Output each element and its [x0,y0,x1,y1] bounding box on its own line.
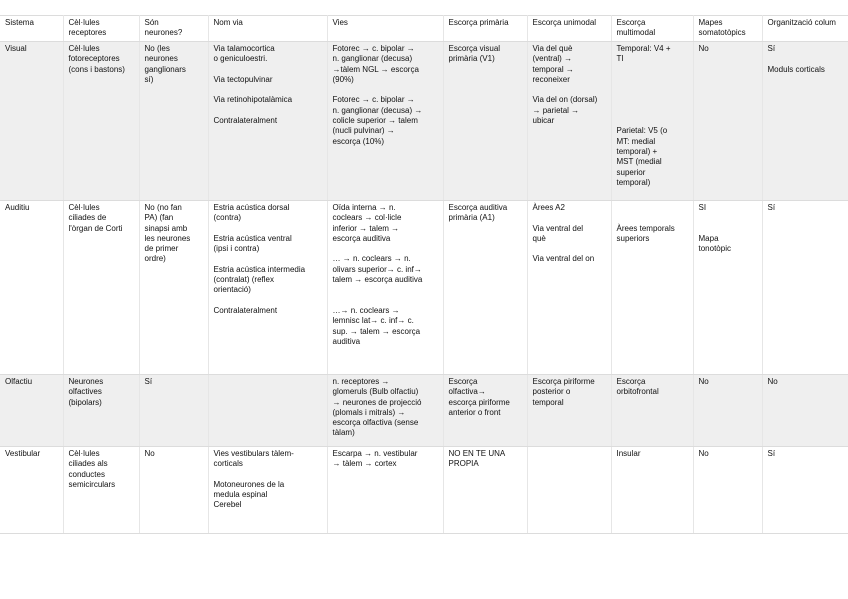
header-escorca-primaria: Escorça primària [443,16,527,42]
cell-escorca-unimodal: Escorça piriforme posterior o temporal [527,375,611,447]
header-row [0,16,848,42]
cell-mapes: SI Mapa tonotòpic [693,201,762,375]
cell-escorca-multimodal: Escorça orbitofrontal [611,375,693,447]
cell-mapes: No [693,375,762,447]
cell-organitzacio: Sí [762,201,848,375]
cell-neurones: No [139,447,208,534]
cell-receptores: Cèl·lules fotoreceptores (cons i bastons) [63,42,139,201]
cell-mapes: No [693,447,762,534]
cell-organitzacio: No [762,375,848,447]
cell-escorca-primaria: Escorça visual primària (V1) [443,42,527,201]
cell-organitzacio: Sí [762,447,848,534]
cell-organitzacio: Sí Moduls corticals [762,42,848,201]
table-row [0,42,848,201]
cell-neurones: No (les neurones ganglionars sí) [139,42,208,201]
cell-escorca-primaria: NO EN TE UNA PROPIA [443,447,527,534]
cell-sistema: Auditiu [0,201,63,375]
table-row [0,375,848,447]
cell-neurones: No (no fan PA) (fan sinapsi amb les neurones de primer ordre) [139,201,208,375]
cell-nom-via: Vies vestibulars tàlem- corticals Motoneurones de la medula espinal Cerebel [208,447,327,534]
cell-nom-via [208,375,327,447]
cell-receptores: Cèl·lules ciliades de l'òrgan de Corti [63,201,139,375]
cell-sistema: Vestibular [0,447,63,534]
cell-escorca-multimodal: Insular [611,447,693,534]
table-row [0,447,848,534]
cell-nom-via: Via talamocortica o geniculoestri. Via tectopulvinar Via retinohipotalàmica Contralateralment [208,42,327,201]
cell-escorca-unimodal [527,447,611,534]
cell-vies: n. receptores → glomeruls (Bulb olfactiu) → neurones de projecció (plomals i mitrals) → escorça olfactiva (sense tàlam) [327,375,443,447]
cell-receptores: Cèl·lules ciliades als conductes semicirculars [63,447,139,534]
cell-vies: Fotorec → c. bipolar → n. ganglionar (decusa) →tàlem NGL → escorça (90%) Fotorec → c. bipolar → n. ganglionar (decusa) → colicle superior → talem (nucli pulvinar) → escorça (10%) [327,42,443,201]
cell-neurones: Sí [139,375,208,447]
cell-escorca-unimodal: Via del què (ventral) → temporal → reconeixer Via del on (dorsal) → parietal → ubicar [527,42,611,201]
header-cellules-receptores: Cèl·lules receptores [63,16,139,42]
header-vies: Vies [327,16,443,42]
cell-mapes: No [693,42,762,201]
header-organitzacio-columnar: Organització colum [762,16,848,42]
cell-sistema: Olfactiu [0,375,63,447]
cell-escorca-unimodal: Àrees A2 Via ventral del què Via ventral del on [527,201,611,375]
table-row [0,201,848,375]
cell-escorca-multimodal: Àrees temporals superiors [611,201,693,375]
header-nom-via: Nom via [208,16,327,42]
cell-receptores: Neurones olfactives (bipolars) [63,375,139,447]
cell-escorca-primaria: Escorça auditiva primària (A1) [443,201,527,375]
cell-vies: Oïda interna → n. coclears → col·licle inferior → talem → escorça auditiva … → n. coclears → n. olivars superior→ c. inf→ talem → escorça auditiva …→ n. coclears → lemnisc lat→ c. inf→ c. sup. → talem → escorça auditiva [327,201,443,375]
cell-vies: Escarpa → n. vestibular → tàlem → cortex [327,447,443,534]
cell-escorca-multimodal: Temporal: V4 + TI Parietal: V5 (o MT: medial temporal) + MST (medial superior temporal) [611,42,693,201]
cell-nom-via: Estria acústica dorsal (contra) Estria acústica ventral (ipsi i contra) Estria acústica intermedia (contralat) (reflex orientació) Contralateralment [208,201,327,375]
header-escorca-unimodal: Escorça unimodal [527,16,611,42]
header-escorca-multimodal: Escorça multimodal [611,16,693,42]
cell-sistema: Visual [0,42,63,201]
sensory-systems-table [0,15,848,534]
header-sistema: Sistema [0,16,63,42]
header-mapes-somatotopics: Mapes somatotòpics [693,16,762,42]
cell-escorca-primaria: Escorça olfactiva→ escorça piriforme anterior o front [443,375,527,447]
header-son-neurones: Són neurones? [139,16,208,42]
